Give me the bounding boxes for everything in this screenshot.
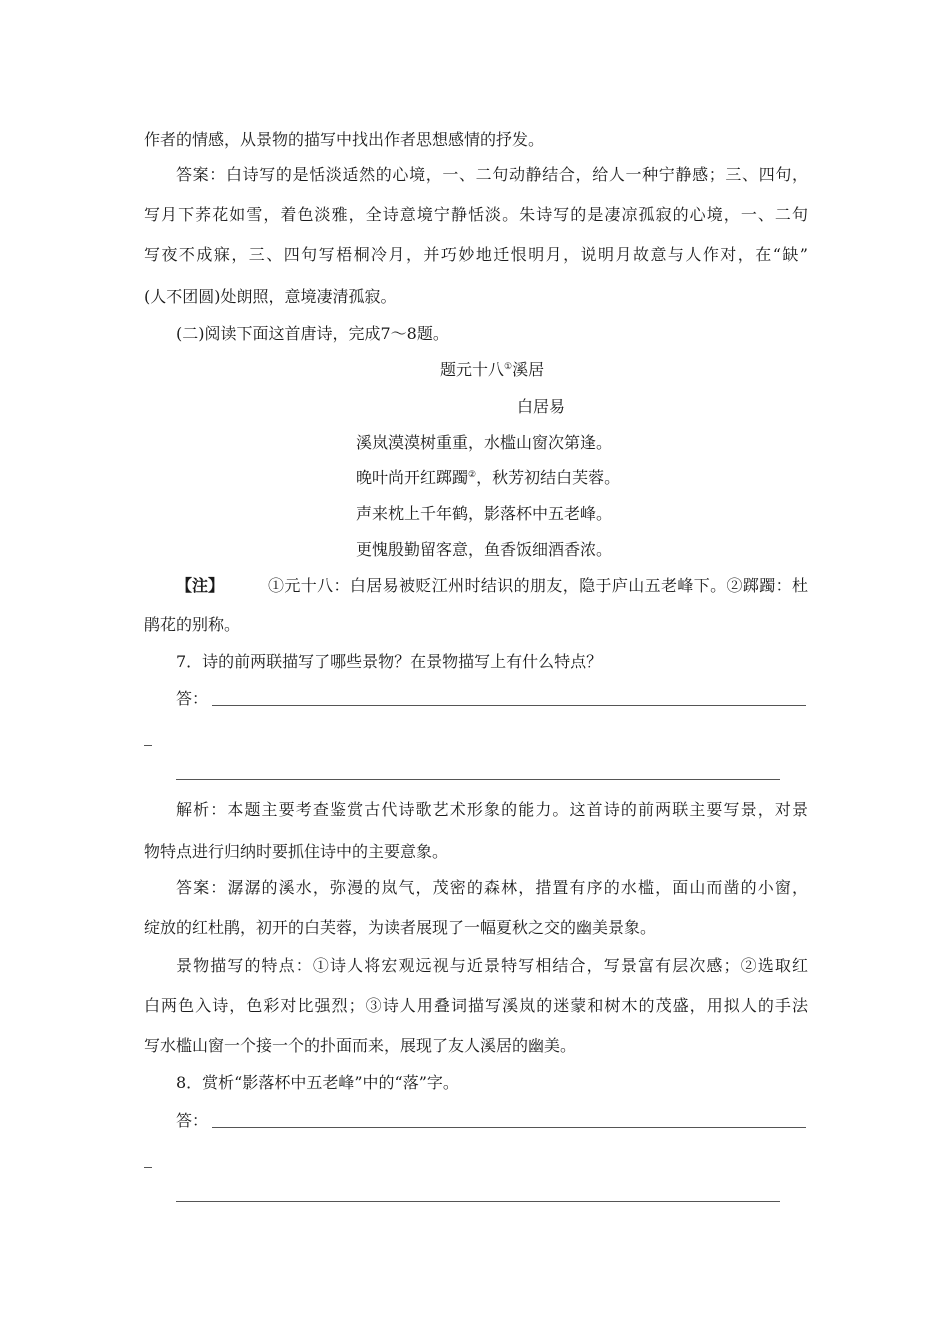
poem-author: 白居易 — [517, 397, 566, 416]
answer-label: 答： — [176, 1111, 209, 1130]
footnote-marker: ② — [468, 470, 477, 480]
poem-line: 更愧殷勤留客意，鱼香饭细酒香浓。 — [356, 540, 613, 559]
answer-line: 写月下荞花如雪，着色淡雅，全诗意境宁静恬淡。朱诗写的是凄凉孤寂的心境，一、二句 — [144, 205, 808, 224]
answer-line: 答案：潺潺的溪水，弥漫的岚气，茂密的森林，措置有序的水槛，面山而凿的小窗， — [176, 878, 808, 897]
paragraph-line: 作者的情感，从景物的描写中找出作者思想感情的抒发。 — [144, 130, 545, 149]
answer-label: 答： — [176, 689, 209, 708]
feature-line: 写水槛山窗一个接一个的扑面而来，展现了友人溪居的幽美。 — [144, 1036, 577, 1055]
answer-line: (人不团圆)处朗照，意境凄清孤寂。 — [144, 287, 397, 306]
poem-line: 晚叶尚开红踯躅②，秋芳初结白芙蓉。 — [356, 468, 621, 487]
footnote-marker: ① — [504, 362, 513, 372]
note-label: 【注】 — [176, 576, 225, 595]
answer-line: 绽放的红杜鹃，初开的白芙蓉，为读者展现了一幅夏秋之交的幽美景象。 — [144, 918, 657, 937]
answer-input-line[interactable] — [212, 1127, 806, 1128]
analysis-line: 物特点进行归纳时要抓住诗中的主要意象。 — [144, 842, 449, 861]
answer-line: 答案：白诗写的是恬淡适然的心境，一、二句动静结合，给人一种宁静感；三、四句， — [176, 165, 808, 184]
poem-line: 溪岚漠漠树重重，水槛山窗次第逢。 — [356, 433, 613, 452]
poem-title: 题元十八①溪居 — [440, 360, 545, 379]
feature-line: 景物描写的特点：①诗人将宏观远视与近景特写相结合，写景富有层次感；②选取红 — [176, 956, 808, 975]
question-8: 8．赏析“影落杯中五老峰”中的“落”字。 — [176, 1073, 459, 1092]
answer-input-line[interactable] — [144, 1167, 152, 1168]
answer-input-line[interactable] — [176, 779, 780, 780]
section-heading: (二)阅读下面这首唐诗，完成7～8题。 — [176, 324, 449, 343]
answer-line: 写夜不成寐，三、四句写梧桐冷月，并巧妙地迁恨明月，说明月故意与人作对，在“缺” — [144, 245, 808, 264]
note-line: ①元十八：白居易被贬江州时结识的朋友，隐于庐山五老峰下。②踯躅：杜 — [268, 576, 808, 595]
answer-input-line[interactable] — [144, 745, 152, 746]
poem-line: 声来枕上千年鹤，影落杯中五老峰。 — [356, 504, 613, 523]
note-line: 鹃花的别称。 — [144, 615, 241, 634]
answer-input-line[interactable] — [212, 705, 806, 706]
answer-input-line[interactable] — [176, 1201, 780, 1202]
feature-line: 白两色入诗，色彩对比强烈；③诗人用叠词描写溪岚的迷蒙和树木的茂盛，用拟人的手法 — [144, 996, 808, 1015]
analysis-line: 解析：本题主要考查鉴赏古代诗歌艺术形象的能力。这首诗的前两联主要写景，对景 — [176, 800, 808, 819]
question-7: 7．诗的前两联描写了哪些景物？在景物描写上有什么特点？ — [176, 652, 603, 671]
